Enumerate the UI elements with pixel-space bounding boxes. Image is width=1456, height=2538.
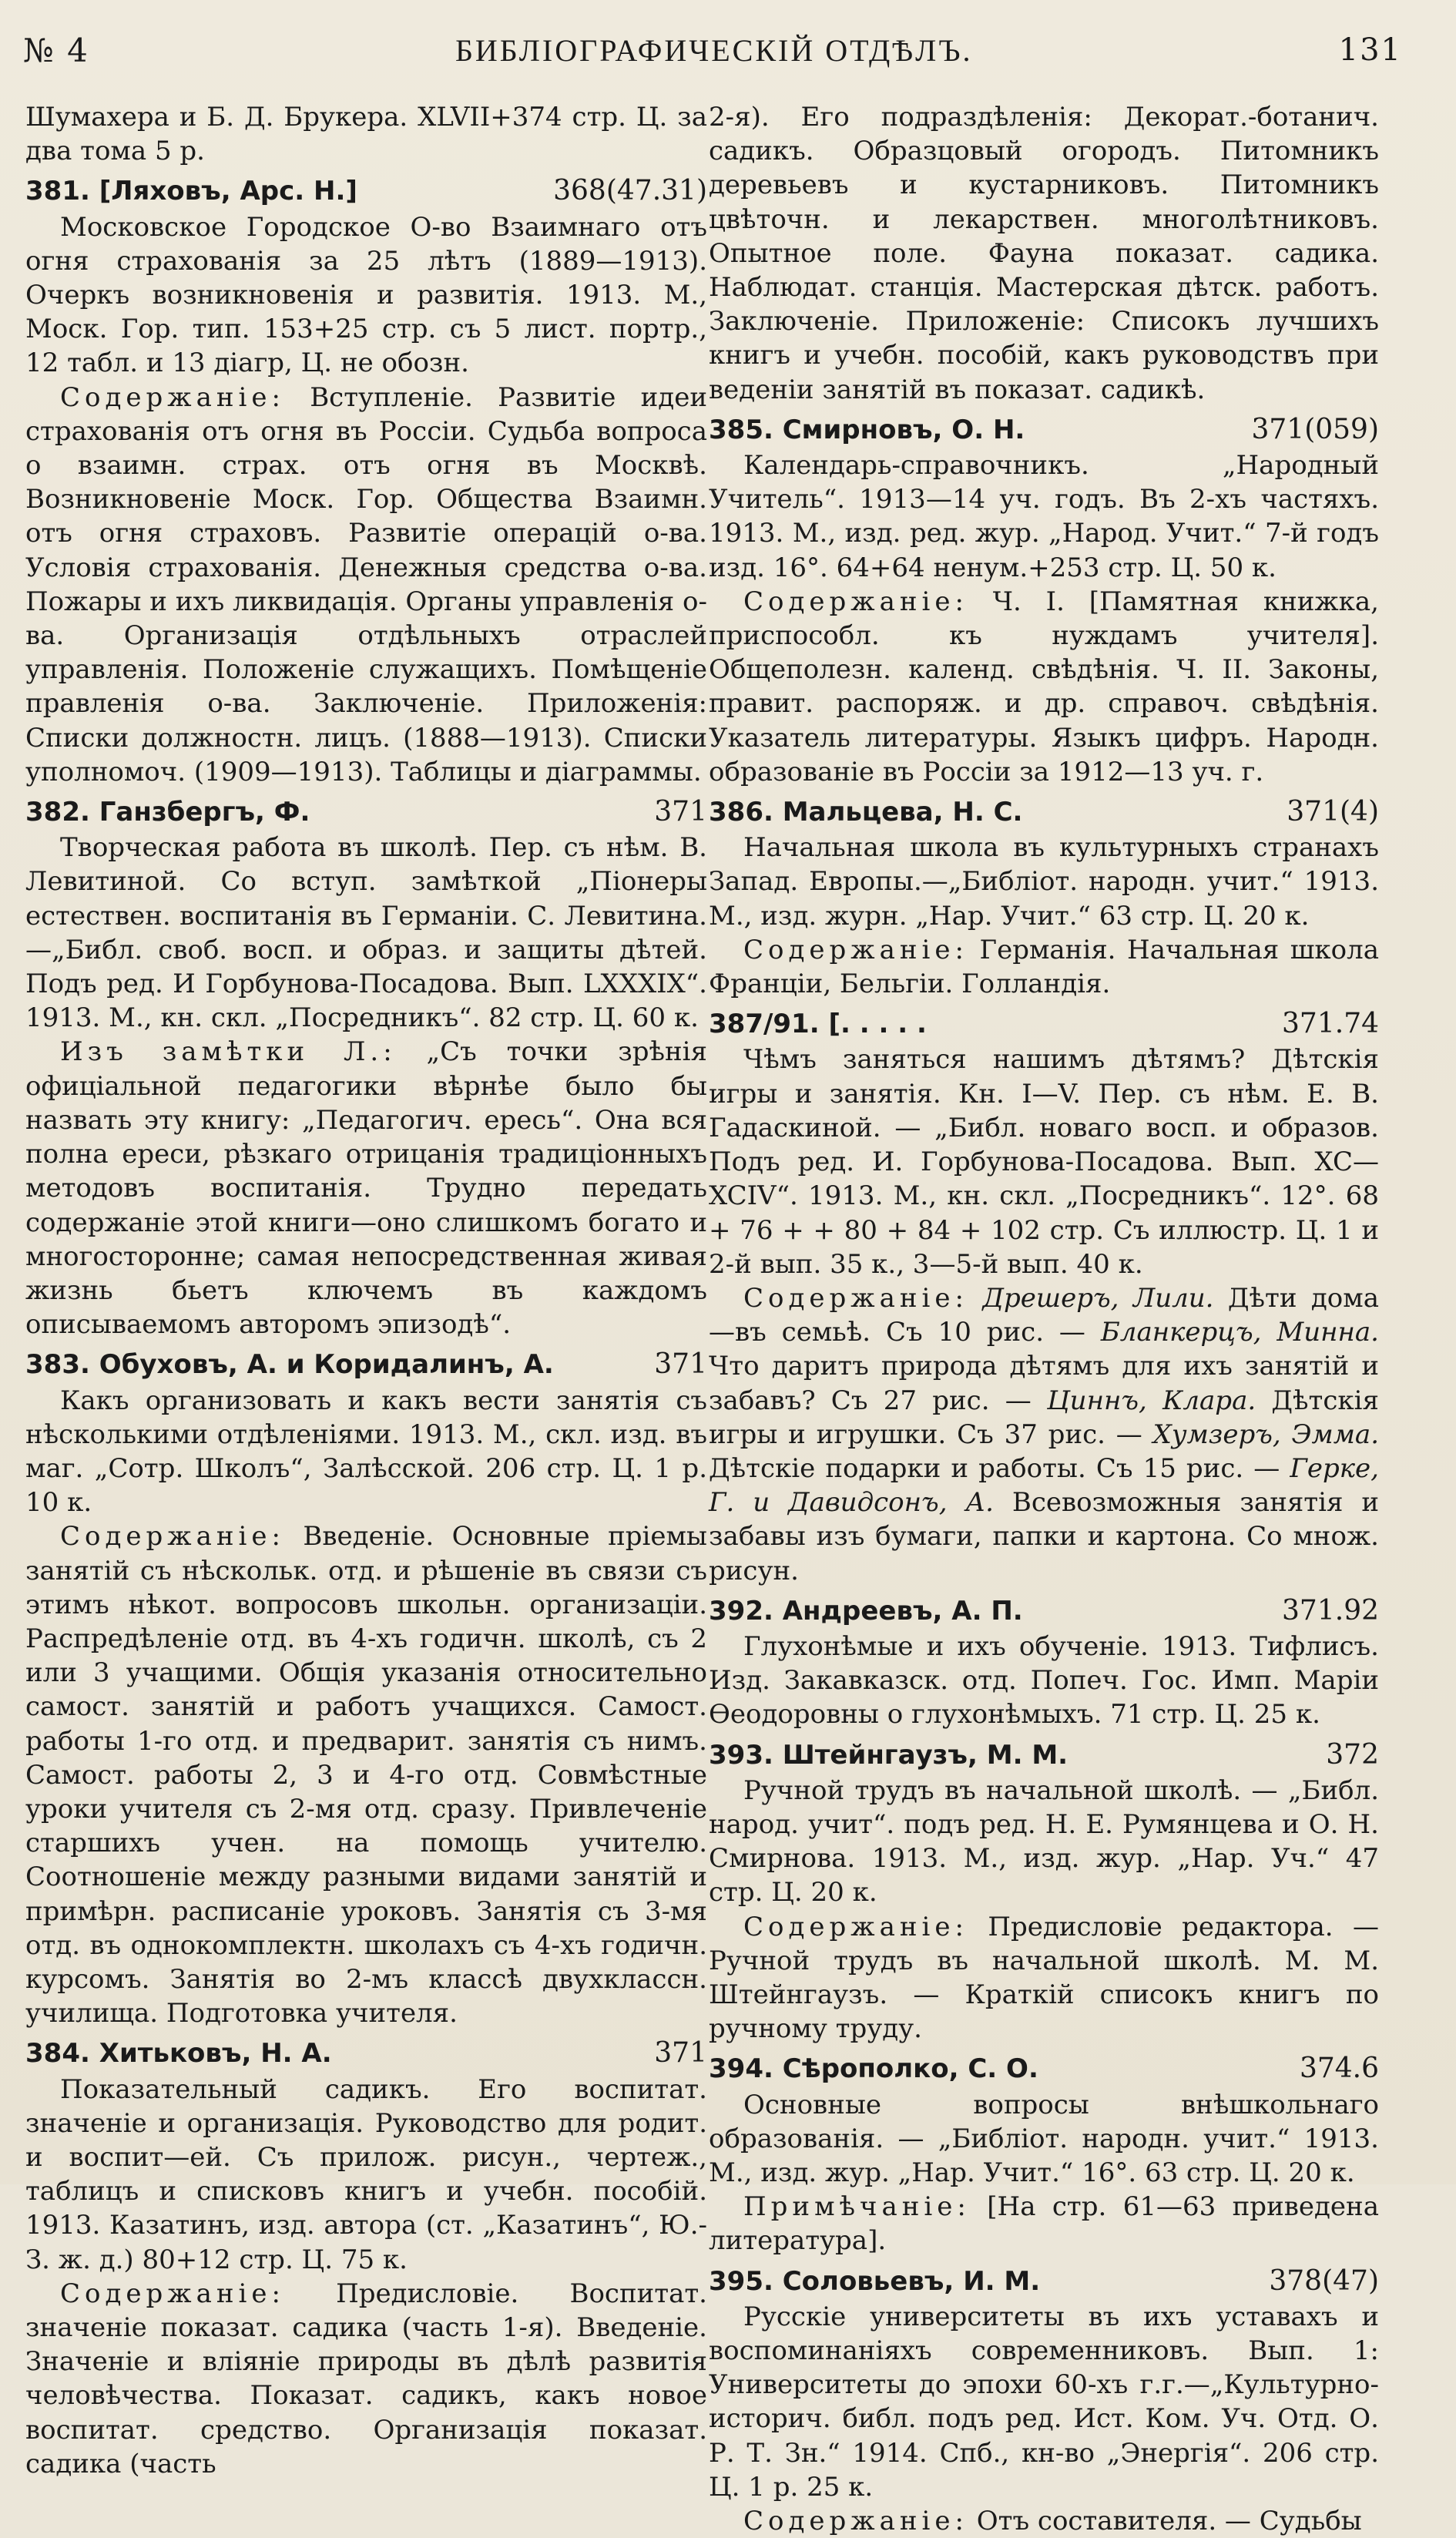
entry-heading [709, 1594, 1379, 1628]
entry-description: Какъ организовать и какъ вести занятія съ нѣсколькими отдѣленіями. 1913. М., скл. изд. въ маг. „Сотр. Школъ“, Залѣсской. 206 стр. Ц. 1 р. 10 к. [25, 1385, 707, 1519]
continued-text: 2-я). Его подраздѣленія: Декорат.-ботанич. садикъ. Образцовый огородъ. Питомникъ деревьевъ и кустарниковъ. Питомникъ цвѣточн. и лекарствен. многолѣтниковъ. Опытное поле. Фауна показат. садика. Наблюдат. станція. Мастерская дѣтск. работъ. Заключеніе. Приложеніе: Списокъ лучшихъ книгъ и учебн. пособій, какъ руководствъ при веденіи занятій въ показат. садикѣ. [709, 102, 1379, 405]
contents-label: Содержаніе: [743, 934, 968, 965]
entry-contents [709, 2504, 1379, 2538]
contents-text: Дѣтскіе подарки и работы. Съ 15 рис. — [709, 1452, 1290, 1484]
contents-label: Содержаніе: [60, 1521, 285, 1553]
entry-description: Начальная школа въ культурныхъ странахъ Запад. Европы.—„Библіот. народн. учит.“ 1913. М., изд. журн. „Нар. Учит.“ 63 стр. Ц. 20 к. [709, 832, 1379, 932]
entry-381 [25, 174, 707, 789]
author-name: Хумзеръ, Эмма. [1152, 1418, 1380, 1450]
udc-code: 371 [654, 1348, 707, 1381]
entry-heading [25, 174, 707, 208]
entry-384 [25, 2036, 707, 2481]
contents-text: Введеніе. Основные пріемы занятій съ нѣскольк. отд. и рѣшеніе въ связи съ этимъ нѣкот. вопросовъ школьн. организаціи. Распредѣленіе отд. въ 4-хъ годичн. школѣ, съ 2 или 3 учащими. Общія указанія относительно самост. занятій и работъ учащихся. Самост. работы 1-го отд. и предварит. занятія съ нимъ. Самост. работы 2, 3 и 4-го отд. Совмѣстные уроки учителя съ 2-мя отд. сразу. Привлеченіе старшихъ учен. на помощь учителю. Соотношеніе между разными видами занятій и примѣрн. расписаніе уроковъ. Занятія съ 3-мя отд. въ однокомплектн. школахъ съ 4-хъ годичн. курсомъ. Занятія во 2-мъ классѣ двухклассн. училища. Подготовка учителя. [25, 1521, 707, 2029]
udc-code: 368(47.31) [553, 175, 707, 207]
contents-text: Дѣтскія игры и игрушки. Съ 37 рис. — [709, 1385, 1379, 1450]
udc-code: 371 [654, 2037, 707, 2070]
contents-text: Дѣти дома—въ семьѣ. Съ 10 рис. — [709, 1282, 1379, 1348]
entry-contents [709, 933, 1379, 1001]
entry-contents [25, 2277, 707, 2481]
entry-heading [25, 795, 707, 829]
entry-author: 383. Обуховъ, А. и Коридалинъ, А. [25, 1349, 554, 1381]
issue-number: № 4 [23, 31, 89, 69]
author-name: Бланкерцъ, Минна. [1100, 1317, 1379, 1348]
note-label: Изъ замѣтки Л.: [60, 1036, 397, 1068]
entry-395 [709, 2264, 1379, 2538]
contents-label: Содержаніе: [60, 381, 285, 413]
contents-text: Германія. Начальная школа Франціи, Бельгіи. Голландія. [709, 934, 1379, 1000]
contents-label: Содержаніе: [743, 1911, 968, 1942]
entry-author: 386. Мальцева, Н. С. [709, 797, 1023, 828]
entry-note [709, 2190, 1379, 2258]
entry-contents [709, 1910, 1379, 2046]
entry-382 [25, 795, 707, 1341]
contents-text: Что даритъ природа дѣтямъ для ихъ занятій и забавъ? Съ 27 рис. — [709, 1351, 1379, 1416]
contents-text: Вступленіе. Развитіе идеи страхованія отъ огня въ Россіи. Судьба вопроса о взаимн. страх. отъ огня въ Москвѣ. Возникновеніе Моск. Гор. Общества Взаимн. отъ огня страховъ. Развитіе операцій о-ва. Условія страхованія. Денежныя средства о-ва. Пожары и ихъ ликвидація. Органы управленія о-ва. Организація отдѣльныхъ отраслей управленія. Положеніе служащихъ. Помѣщеніе правленія о-ва. Заключеніе. Приложенія: Списки должностн. лицъ. (1888—1913). Списки уполномоч. (1909—1913). Таблицы и діаграммы. [25, 381, 707, 787]
contents-label: Содержаніе: [743, 1282, 968, 1314]
page-number: 131 [1338, 32, 1402, 68]
entry-description: Чѣмъ заняться нашимъ дѣтямъ? Дѣтскія игры и занятія. Кн. I—V. Пер. съ нѣм. Е. В. Гадаскиной. — „Библ. новаго восп. и образов. Подъ ред. И. Горбунова-Посадова. Вып. XC—XCIV“. 1913. М., кн. скл. „Посредникъ“. 12°. 68 + 76 + + 80 + 84 + 102 стр. Съ иллюстр. Ц. 1 и 2-й вып. 35 к., 3—5-й вып. 40 к. [709, 1044, 1379, 1280]
contents-text [968, 1283, 982, 1314]
contents-label: Содержаніе: [60, 2278, 285, 2309]
contents-text: Всевозможныя занятія и забавы изъ бумаги, папки и картона. Со множ. рисун. [709, 1487, 1379, 1586]
entry-author: 382. Ганзбергъ, Ф. [25, 797, 310, 828]
entry-author: 384. Хитьковъ, Н. А. [25, 2038, 332, 2070]
entry-description: Основные вопросы внѣшкольнаго образованія. — „Библіот. народн. учит.“ 1913. М., изд. жур. „Нар. Учит.“ 16°. 63 стр. Ц. 20 к. [709, 2089, 1379, 2188]
entry-heading [25, 1348, 707, 1381]
udc-code: 371.92 [1282, 1594, 1379, 1627]
entry-383 [25, 1348, 707, 2030]
contents-text: Отъ составителя. — Судьбы [968, 2506, 1362, 2537]
entry-385 [709, 413, 1379, 789]
left-column [25, 100, 708, 2479]
entry-author: 395. Соловьевъ, И. М. [709, 2265, 1041, 2297]
contents-text: Предисловіе редактора. — Ручной трудъ въ начальной школѣ. М. М. Штейнгаузъ. — Краткій списокъ книгъ по ручному труду. [709, 1911, 1379, 2045]
entry-description: Глухонѣмые и ихъ обученіе. 1913. Тифлисъ. Изд. Закавказск. отд. Попеч. Гос. Имп. Маріи Ѳеодоровны о глухонѣмыхъ. 71 стр. Ц. 25 к. [709, 1630, 1379, 1731]
contents-text: Ч. I. [Памятная книжка, приспособл. къ нуждамъ учителя]. Общеполезн. календ. свѣдѣнія. Ч. II. Законы, правит. распоряж. и др. справоч. свѣдѣнія. Указатель литературы. Языкъ цифръ. Народн. образованіе въ Россіи за 1912—13 уч. г. [709, 586, 1379, 787]
entry-contents [25, 381, 707, 789]
entry-heading [25, 2036, 707, 2070]
entry-description: Ручной трудъ въ начальной школѣ. — „Библ. народ. учит“. подъ ред. Н. Е. Румянцева и О. Н. Смирнова. 1913. М., изд. жур. „Нар. Уч.“ 47 стр. Ц. 20 к. [709, 1774, 1379, 1909]
entry-393 [709, 1738, 1379, 2046]
udc-code: 374.6 [1299, 2053, 1379, 2085]
entry-author: 392. Андреевъ, А. П. [709, 1595, 1023, 1627]
entry-394 [709, 2052, 1379, 2258]
entry-386 [709, 795, 1379, 1001]
entry-author: 394. Сѣрополко, С. О. [709, 2053, 1038, 2085]
note-label: Примѣчаніе: [743, 2191, 971, 2223]
entry-description: Показательный садикъ. Его воспитат. значеніе и организація. Руководство для родит. и воспит—ей. Съ прилож. рисун., чертеж., таблицъ и списковъ книгъ и учебн. пособій. 1913. Казатинъ, изд. автора (ст. „Казатинъ“, Ю.-З. ж. д.) 80+12 стр. Ц. 75 к. [25, 2073, 707, 2275]
entry-heading [709, 795, 1379, 829]
entry-author: 385. Смирновъ, О. Н. [709, 414, 1025, 445]
entry-contents [709, 585, 1379, 789]
entry-heading [709, 1738, 1379, 1772]
entry-description: Творческая работа въ школѣ. Пер. съ нѣм. В. Левитиной. Со вступ. замѣткой „Піонеры естествен. воспитанія въ Германіи. С. Левитина.—„Библ. своб. восп. и образ. и защиты дѣтей. Подъ ред. И Горбунова-Посадова. Вып. LXXXIX“. 1913. М., кн. скл. „Посредникъ“. 82 стр. Ц. 60 к. [25, 832, 707, 1034]
author-name: Герке, Г. и Давидсонъ, А. [709, 1452, 1379, 1519]
udc-code: 371.74 [1282, 1008, 1379, 1040]
continued-text: Шумахера и Б. Д. Брукера. XLVII+374 стр. Ц. за два тома 5 р. [25, 102, 707, 167]
entry-heading [709, 1007, 1379, 1041]
entry-note [25, 1035, 707, 1341]
contents-text: Предисловіе. Воспитат. значеніе показат. садика (часть 1-я). Введеніе. Значеніе и вліяніе природы въ дѣлѣ развитія человѣчества. Показат. садикъ, какъ новое воспитат. средство. Организація показат. садика (часть [25, 2278, 707, 2479]
udc-code: 371(4) [1287, 796, 1379, 828]
entry-387-391 [709, 1007, 1379, 1587]
entry-heading [709, 2052, 1379, 2086]
right-column [709, 100, 1380, 2537]
author-name: Циннъ, Клара. [1047, 1385, 1256, 1416]
entry-description: Русскіе университеты въ ихъ уставахъ и воспоминаніяхъ современниковъ. Вып. 1: Университеты до эпохи 60-хъ г.г.—„Культурно-историч. библ. подъ ред. Ист. Ком. Уч. Отд. О. Р. Т. Зн.“ 1914. Спб., кн-во „Энергія“. 206 стр. Ц. 1 р. 25 к. [709, 2301, 1379, 2503]
entry-heading [709, 2264, 1379, 2298]
entry-contents [25, 1519, 707, 2030]
contents-label: Содержаніе: [743, 586, 968, 617]
entry-description: Календарь-справочникъ. „Народный Учитель“. 1913—14 уч. годъ. Въ 2-хъ частяхъ. 1913. М., изд. ред. жур. „Народ. Учит.“ 7-й годъ изд. 16°. 64+64 ненум.+253 стр. Ц. 50 к. [709, 450, 1379, 583]
udc-code: 372 [1326, 1738, 1379, 1771]
section-title: БИБЛІОГРАФИЧЕСКІЙ ОТДѢЛЪ. [455, 32, 973, 68]
running-head [23, 23, 1402, 77]
udc-code: 378(47) [1269, 2264, 1379, 2297]
entry-description: Московское Городское О-во Взаимнаго отъ огня страхованія за 25 лѣтъ (1889—1913). Очеркъ возникновенія и развитія. 1913. М., Моск. Гор. тип. 153+25 стр. съ 5 лист. портр., 12 табл. и 13 діагр, Ц. не обозн. [25, 211, 707, 379]
entry-392 [709, 1594, 1379, 1732]
entry-contents [709, 1281, 1379, 1588]
entry-author: 393. Штейнгаузъ, М. М. [709, 1739, 1069, 1771]
udc-code: 371(059) [1251, 413, 1379, 445]
entry-heading [709, 413, 1379, 447]
note-text: [На стр. 61—63 приведена литература]. [709, 2191, 1379, 2257]
contents-label: Содержаніе: [743, 2506, 968, 2537]
entry-author: 387/91. [. . . . . [709, 1009, 927, 1040]
author-name: Дрешеръ, Лили. [982, 1282, 1214, 1314]
udc-code: 371 [654, 796, 707, 828]
note-text: „Съ точки зрѣнія офиціальной педагогики вѣрнѣе было бы назвать эту книгу: „Педагогич. ересь“. Она вся полна ереси, рѣзкаго отрицанія традиціонныхъ методовъ воспитанія. Трудно передать содержаніе этой книги—оно слишкомъ богато и многосторонне; самая непосредственная живая жизнь бьетъ ключемъ въ каждомъ описываемомъ авторомъ эпизодѣ“. [25, 1036, 708, 1341]
entry-author: 381. [Ляховъ, Арс. Н.] [25, 176, 357, 207]
